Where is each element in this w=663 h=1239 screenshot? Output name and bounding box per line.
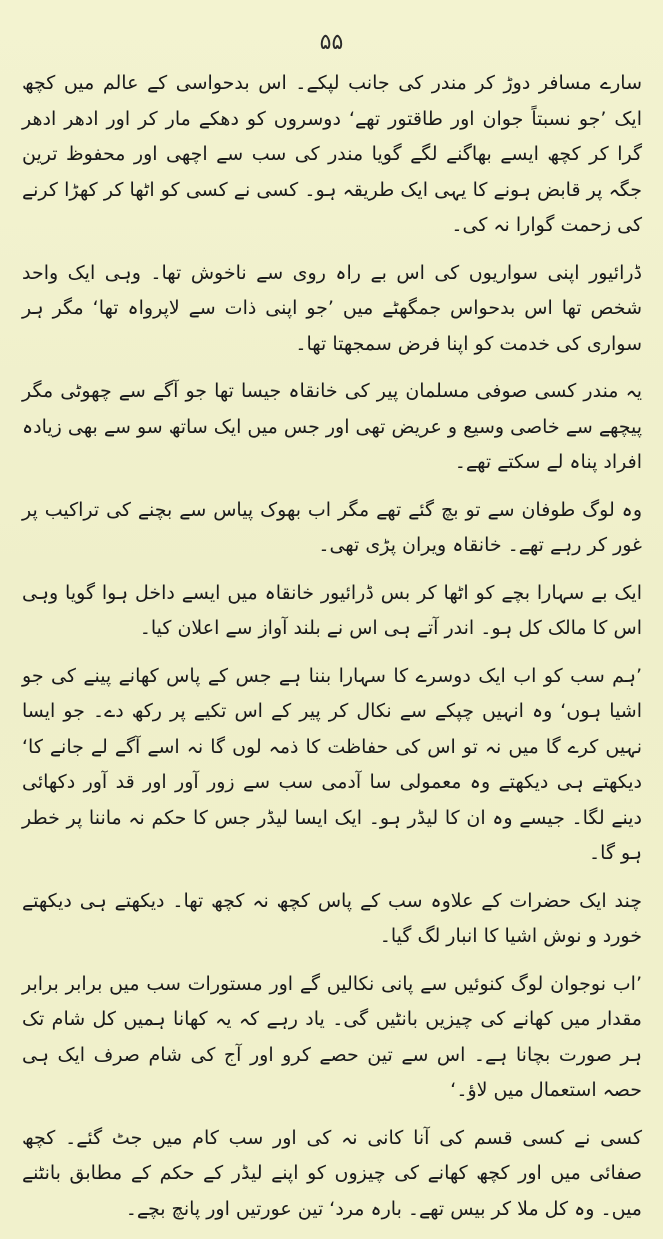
- paragraph: ’اب نوجوان لوگ کنوئیں سے پانی نکالیں گے اور مستورات سب میں برابر برابر مقدار میں کھانے کی چیزیں بانٹیں گی۔ یاد رہے کہ یہ کھانا ہمیں کل شام تک ہر صورت بچانا ہے۔ اس سے تین حصے کرو اور آج کی شام صرف ایک ہی حصہ استعمال میں لاؤ۔‘: [22, 972, 642, 1101]
- paragraph: کسی نے کسی قسم کی آنا کانی نہ کی اور سب کام میں جٹ گئے۔ کچھ صفائی میں اور کچھ کھانے کی چیزوں کو اپنے لیڈر کے حکم کے مطابق بانٹنے میں۔ وہ کل ملا کر بیس تھے۔ بارہ مرد‘ تین عورتیں اور پانچ بچے۔: [22, 1126, 642, 1220]
- paragraph: ڈرائیور اپنی سواریوں کی اس بے راہ روی سے ناخوش تھا۔ وہی ایک واحد شخص تھا اس بدحواس جمگھٹے میں ’جو اپنی ذات سے لاپرواہ تھا‘ مگر ہر سواری کی خدمت کو اپنا فرض سمجھتا تھا۔: [22, 261, 642, 355]
- page-number: ۵۵: [319, 30, 344, 55]
- paragraph: وہ لوگ طوفان سے تو بچ گئے تھے مگر اب بھوک پیاس سے بچنے کی تراکیب پر غور کر رہے تھے۔ خانقاہ ویران پڑی تھی۔: [22, 498, 642, 556]
- paragraph: ’ہم سب کو اب ایک دوسرے کا سہارا بننا ہے جس کے پاس کھانے پینے کی جو اشیا ہوں‘ وہ انہیں چپکے سے نکال کر پیر کے اس تکیے پر رکھ دے۔ جو ایسا نہیں کرے گا میں نہ تو اس کی حفاظت کا ذمہ لوں گا نہ اسے آگے لے جانے کا‘ دیکھتے ہی دیکھتے وہ معمولی سا آدمی سب سے زور آور اور قد آور دکھائی دینے لگا۔ جیسے وہ ان کا لیڈر ہو۔ ایک ایسا لیڈر جس کا حکم نہ ماننا پر خطر ہو گا۔: [22, 664, 642, 864]
- body-text: [22, 66, 642, 1239]
- paragraph: ایک بے سہارا بچے کو اٹھا کر بس ڈرائیور خانقاہ میں ایسے داخل ہوا گویا وہی اس کا مالک کل ہو۔ اندر آتے ہی اس نے بلند آواز سے اعلان کیا۔: [22, 581, 642, 639]
- paragraph: سارے مسافر دوڑ کر مندر کی جانب لپکے۔ اس بدحواسی کے عالم میں کچھ ایک ’جو نسبتاً جوان اور طاقتور تھے‘ دوسروں کو دھکے مار کر اور ادھر ادھر گرا کر کچھ ایسے بھاگنے لگے گویا مندر کی سب سے اچھی اور محفوظ ترین جگہ پر قابض ہونے کا یہی ایک طریقہ ہو۔ کسی نے کسی کو اٹھا کر کھڑا کرنے کی زحمت گوارا نہ کی۔: [22, 72, 642, 236]
- paragraph: چند ایک حضرات کے علاوہ سب کے پاس کچھ نہ کچھ تھا۔ دیکھتے ہی دیکھتے خورد و نوش اشیا کا انبار لگ گیا۔: [22, 889, 642, 947]
- paragraph: یہ مندر کسی صوفی مسلمان پیر کی خانقاہ جیسا تھا جو آگے سے چھوٹی مگر پیچھے سے خاصی وسیع و عریض تھی اور جس میں ایک ساتھ سو سے بھی زیادہ افراد پناہ لے سکتے تھے۔: [22, 380, 642, 473]
